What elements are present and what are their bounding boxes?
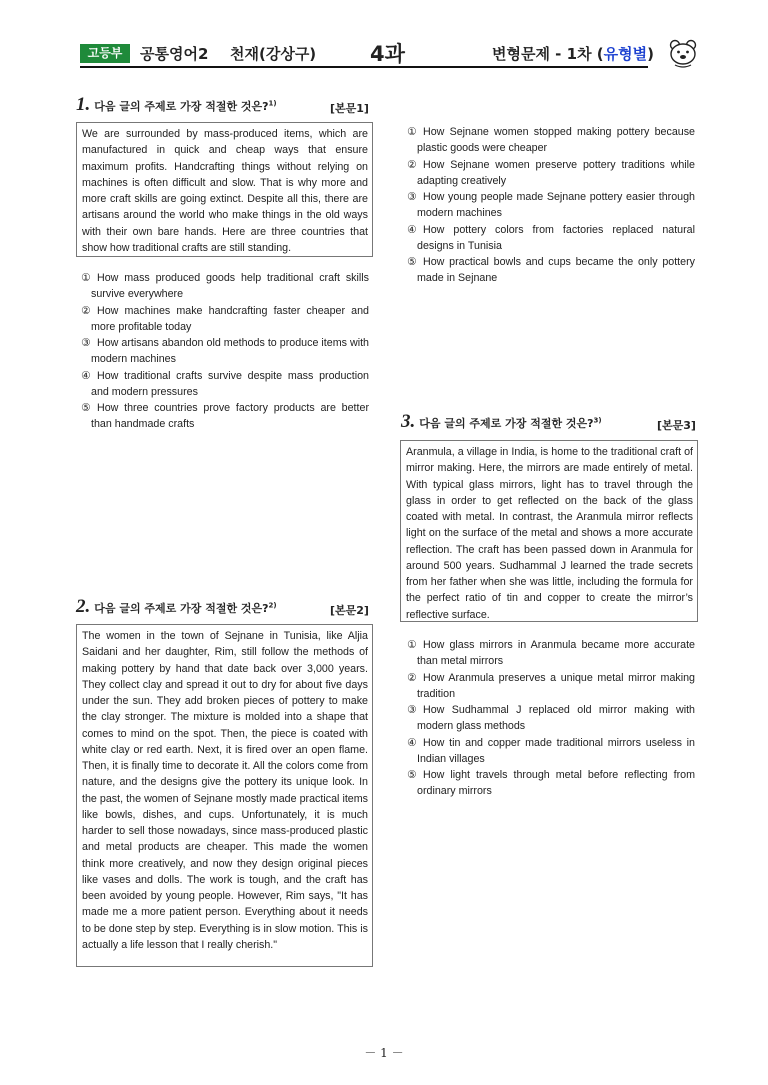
question-2-passage: The women in the town of Sejnane in Tunisia, like Aljia Saidani and her daughter, Rim, still follow the methods of making pottery by hand that date back over 3,000 years. They collect clay and spread it out to dry for about five days under the sun. They add broken pieces of pottery to make the clay stronger. The mixture is molded into a shape that comes to mind on the spot. Then, the piece is coated with white clay or red earth. Next, it is fired over an open flame. Then, it is finally time to decorate it. All the colors come from nature, and the designs give the pottery its unique look. In the past, the women of Sejnane mostly made practical items like bowls, dishes, and cups. Unfortunately, it is much harder to sell those nowadays, since mass-produced plastic and metal products are cheaper. This made the women think more creatively, and now they design original pieces like vases and dolls. The work is tough, and the craft has been avoided by young people. However, Rim says, "It has made me a more patient person. Everything about it needs to be done step by step. Everything is in slow motion. This is actually a life lesson that I really cherish." [76, 624, 373, 967]
option[interactable]: ④ How tin and copper made traditional mirrors useless in Indian villages [407, 736, 695, 765]
header-rule [80, 66, 648, 68]
option[interactable]: ③ How young people made Sejnane pottery easier through modern machines [407, 191, 695, 220]
question-1-number: 1. [76, 94, 91, 115]
question-2-number: 2. [76, 596, 91, 617]
lesson-number: 4과 [370, 42, 405, 66]
option[interactable]: ⑤ How three countries prove factory products are better than handmade crafts [81, 402, 369, 431]
publisher-name: 천재(강상구) [230, 45, 317, 63]
question-3-options [407, 637, 695, 800]
page-header [80, 38, 700, 68]
option[interactable]: ② How Sejnane women preserve pottery traditions while adapting creatively [407, 158, 695, 187]
option[interactable]: ④ How pottery colors from factories replaced natural designs in Tunisia [407, 223, 695, 252]
option[interactable]: ① How mass produced goods help traditional craft skills survive everywhere [81, 272, 369, 301]
title-highlight: 유형별 [603, 45, 648, 63]
option[interactable]: ② How Aranmula preserves a unique metal mirror making tradition [407, 671, 695, 700]
option[interactable]: ② How machines make handcrafting faster cheaper and more profitable today [81, 304, 369, 333]
question-3-number: 3. [401, 411, 416, 432]
question-1-footnote: 1) [268, 99, 277, 108]
option[interactable]: ① How Sejnane women stopped making pottery because plastic goods were cheaper [407, 126, 695, 155]
question-2-options [407, 124, 695, 287]
level-badge: 고등부 [80, 44, 130, 63]
question-2-heading: 2. 다음 글의 주제로 가장 적절한 것은?$^{2)}$ [76, 596, 277, 617]
question-1-passage: We are surrounded by mass-produced items, which are manufactured in quick and cheap ways that ensure maximum profits. Handcrafting things without relying on machines is often difficult and slow. That is why more and more craft skills are going extinct. Despite all this, there are artisans around the world who make things in the old ways with their own bare hands. Here are three countries that show how traditional crafts are still standing. [76, 122, 373, 257]
course-name: 공통영어2 [140, 45, 209, 63]
question-1-options [81, 270, 369, 433]
bear-mascot-icon [666, 38, 700, 68]
question-3-footnote: 3) [593, 416, 602, 425]
question-3-tag: [본문3] [657, 419, 696, 432]
question-1-tag: [본문1] [330, 102, 369, 115]
option[interactable]: ⑤ How light travels through metal before reflecting from ordinary mirrors [407, 769, 695, 798]
page-number: － 1 － [364, 1046, 404, 1060]
question-1-heading: 1. 다음 글의 주제로 가장 적절한 것은?$^{1)}$ [76, 94, 277, 115]
option[interactable]: ① How glass mirrors in Aranmula became more accurate than metal mirrors [407, 639, 695, 668]
option[interactable]: ③ How artisans abandon old methods to produce items with modern machines [81, 337, 369, 366]
question-2-footnote: 2) [268, 601, 277, 610]
option[interactable]: ⑤ How practical bowls and cups became the only pottery made in Sejnane [407, 256, 695, 285]
question-3-passage: Aranmula, a village in India, is home to the traditional craft of mirror making. Here, the mirrors are made entirely of metal. With typical glass mirrors, light has to travel through the glass in order to get reflected on the back of the glass coated with metal. In contrast, the Aranmula mirror reflects light on the surface of the metal and shows a more accurate reflection. The craft has been passed down in Aranmula for around 500 years. Sudhammal J learned the trade secrets from her father when she was little, including the formula for the perfect ratio of tin and copper to create the mirror’s reflective surface. [400, 440, 698, 622]
option[interactable]: ④ How traditional crafts survive despite mass production and modern pressures [81, 369, 369, 398]
worksheet-title: 변형문제 - 1차 (유형별) [492, 45, 654, 63]
question-2-tag: [본문2] [330, 604, 369, 617]
question-3-heading: 3. 다음 글의 주제로 가장 적절한 것은?$^{3)}$ [401, 411, 602, 432]
option[interactable]: ③ How Sudhammal J replaced old mirror making with modern glass methods [407, 704, 695, 733]
